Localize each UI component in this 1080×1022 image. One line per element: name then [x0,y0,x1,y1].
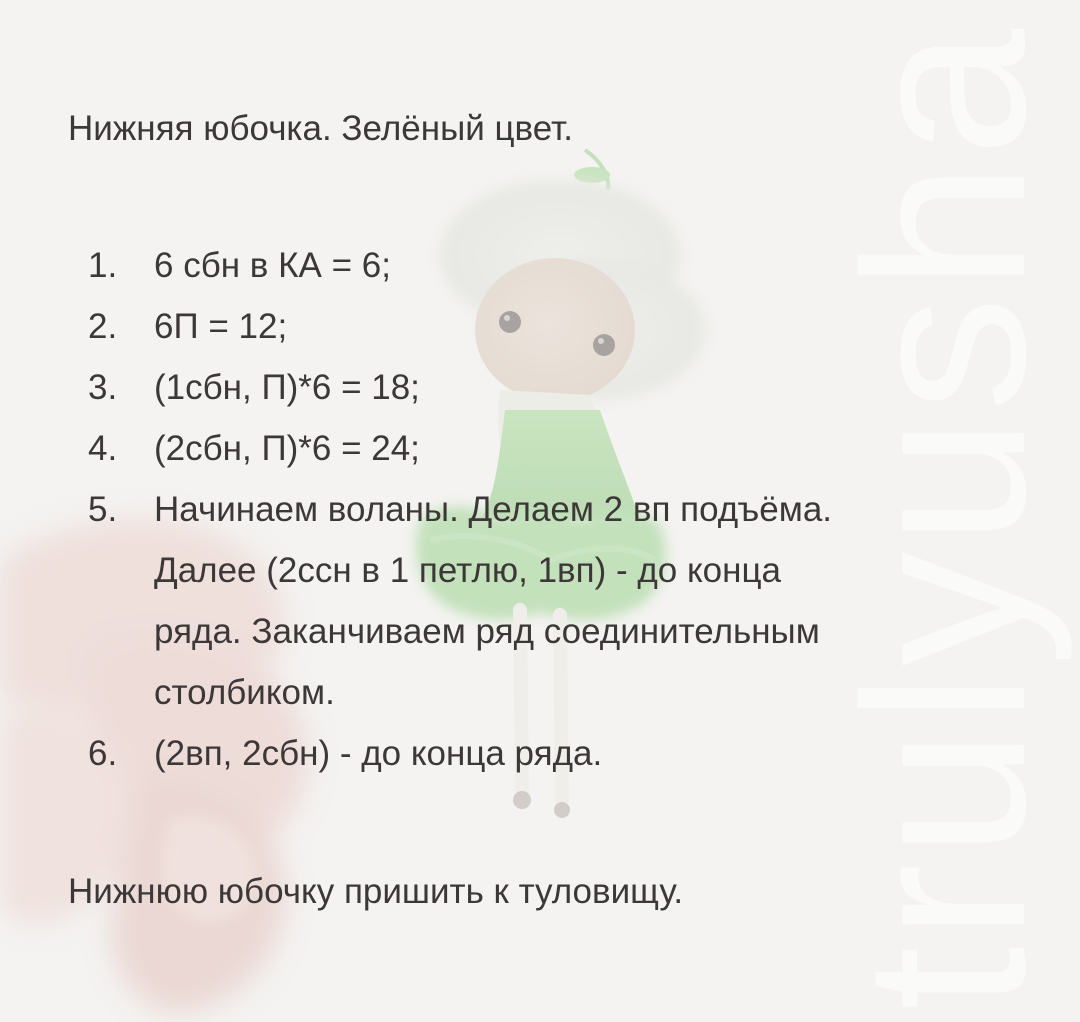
watermark: trulyusha [816,22,1073,1010]
step-number: 6. [88,734,118,773]
page-title: Нижняя юбочка. Зелёный цвет. [68,109,573,148]
step-number: 3. [88,368,118,407]
list-item-step-2 [0,296,1000,357]
footer-instruction: Нижнюю юбочку пришить к туловищу. [68,872,684,911]
step-number: 2. [88,307,118,346]
steps-list [0,235,1000,784]
step-number: 5. [88,490,118,529]
step-text: Начинаем воланы. Делаем 2 вп подъёма. Далее (2ссн в 1 петлю, 1вп) - до конца ряда. Заканчиваем ряд соединительным столбиком. [154,490,833,712]
step-text: 6П = 12; [154,307,288,346]
step-number: 4. [88,429,118,468]
step-number: 1. [88,246,118,285]
step-text: (2сбн, П)*6 = 24; [154,429,420,468]
list-item-step-6 [0,723,1000,784]
list-item-step-5 [0,479,834,723]
list-item-step-4 [0,418,1000,479]
list-item-step-3 [0,357,1000,418]
step-text: (2вп, 2сбн) - до конца ряда. [154,734,603,773]
list-item-step-1 [0,235,1000,296]
step-text: 6 сбн в КА = 6; [154,246,391,285]
step-text: (1сбн, П)*6 = 18; [154,368,420,407]
